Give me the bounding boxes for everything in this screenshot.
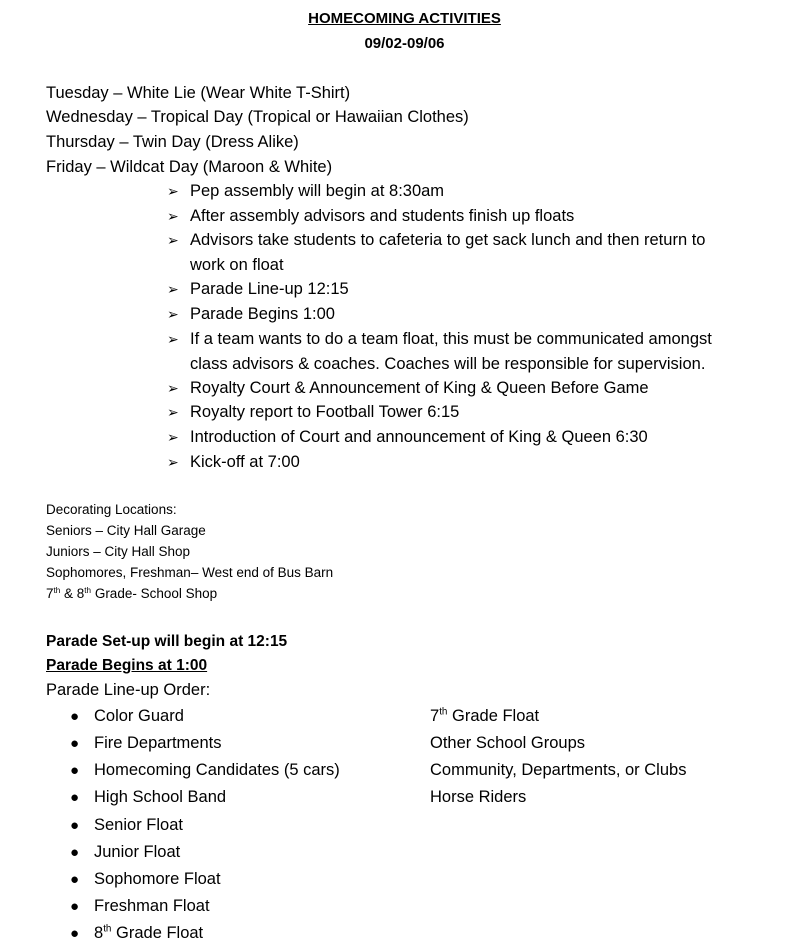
- arrow-bullet-icon: ➢: [167, 306, 179, 322]
- schedule-item: ➢ Advisors take students to cafeteria to get sack lunch and then return to: [167, 231, 706, 249]
- arrow-bullet-icon: ➢: [167, 232, 179, 248]
- arrow-bullet-icon: ➢: [167, 454, 179, 470]
- arrow-bullet-icon: ➢: [167, 429, 179, 445]
- bullet-icon: ●: [70, 844, 80, 861]
- bullet-icon: ●: [70, 735, 80, 752]
- arrow-bullet-icon: ➢: [167, 331, 179, 347]
- parade-order-item: ● 8th Grade Float: [70, 923, 204, 942]
- bullet-icon: ●: [70, 871, 80, 888]
- bullet-icon: ●: [70, 762, 80, 779]
- parade-order-item: ● Freshman Float: [70, 897, 210, 915]
- schedule-item: ➢ Parade Begins 1:00: [167, 305, 335, 323]
- schedule-item: ➢ Royalty report to Football Tower 6:15: [167, 403, 460, 421]
- day-wednesday: Wednesday – Tropical Day (Tropical or Hawaiian Clothes): [46, 108, 469, 126]
- schedule-item: ➢ Kick-off at 7:00: [167, 453, 300, 471]
- bullet-icon: ●: [70, 708, 80, 725]
- document-title: HOMECOMING ACTIVITIES: [308, 10, 501, 27]
- parade-order-item: Horse Riders: [430, 788, 527, 806]
- schedule-item: ➢ If a team wants to do a team float, this must be communicated amongst: [167, 330, 712, 348]
- parade-order-item: ● Homecoming Candidates (5 cars): [70, 761, 340, 779]
- arrow-bullet-icon: ➢: [167, 404, 179, 420]
- decorating-item: Sophomores, Freshman– West end of Bus Barn: [46, 565, 334, 580]
- day-friday: Friday – Wildcat Day (Maroon & White): [46, 158, 333, 176]
- bullet-icon: ●: [70, 925, 80, 942]
- schedule-item: ➢ Pep assembly will begin at 8:30am: [167, 182, 445, 200]
- bullet-icon: ●: [70, 789, 80, 806]
- schedule-item: ➢ Royalty Court & Announcement of King & Queen Before Game: [167, 379, 649, 397]
- decorating-heading: Decorating Locations:: [46, 502, 177, 517]
- day-thursday: Thursday – Twin Day (Dress Alike): [46, 133, 299, 151]
- parade-order-item: ● Fire Departments: [70, 734, 222, 752]
- schedule-item: ➢ After assembly advisors and students finish up floats: [167, 207, 575, 225]
- parade-order-item: ● Junior Float: [70, 843, 181, 861]
- parade-order-item: 7th Grade Float: [430, 706, 540, 725]
- schedule-item-continuation: work on float: [190, 256, 284, 274]
- schedule-item: ➢ Parade Line-up 12:15: [167, 280, 349, 298]
- bullet-icon: ●: [70, 817, 80, 834]
- parade-order-heading: Parade Line-up Order:: [46, 681, 211, 699]
- parade-order-item: ● Color Guard: [70, 707, 184, 725]
- decorating-item: 7th & 8th Grade- School Shop: [46, 585, 218, 601]
- parade-order-item: ● High School Band: [70, 788, 227, 806]
- arrow-bullet-icon: ➢: [167, 183, 179, 199]
- schedule-item-continuation: class advisors & coaches. Coaches will be responsible for supervision.: [190, 355, 706, 373]
- arrow-bullet-icon: ➢: [167, 208, 179, 224]
- parade-begins: Parade Begins at 1:00: [46, 657, 208, 674]
- arrow-bullet-icon: ➢: [167, 281, 179, 297]
- arrow-bullet-icon: ➢: [167, 380, 179, 396]
- document-dates: 09/02-09/06: [364, 35, 445, 52]
- parade-setup: Parade Set-up will begin at 12:15: [46, 633, 288, 650]
- schedule-item: ➢ Introduction of Court and announcement of King & Queen 6:30: [167, 428, 648, 446]
- parade-order-item: Other School Groups: [430, 734, 585, 752]
- parade-order-item: Community, Departments, or Clubs: [430, 761, 687, 779]
- decorating-item: Juniors – City Hall Shop: [46, 544, 191, 559]
- bullet-icon: ●: [70, 898, 80, 915]
- day-tuesday: Tuesday – White Lie (Wear White T-Shirt): [46, 84, 351, 102]
- parade-order-item: ● Senior Float: [70, 816, 183, 834]
- parade-order-item: ● Sophomore Float: [70, 870, 221, 888]
- decorating-item: Seniors – City Hall Garage: [46, 523, 206, 538]
